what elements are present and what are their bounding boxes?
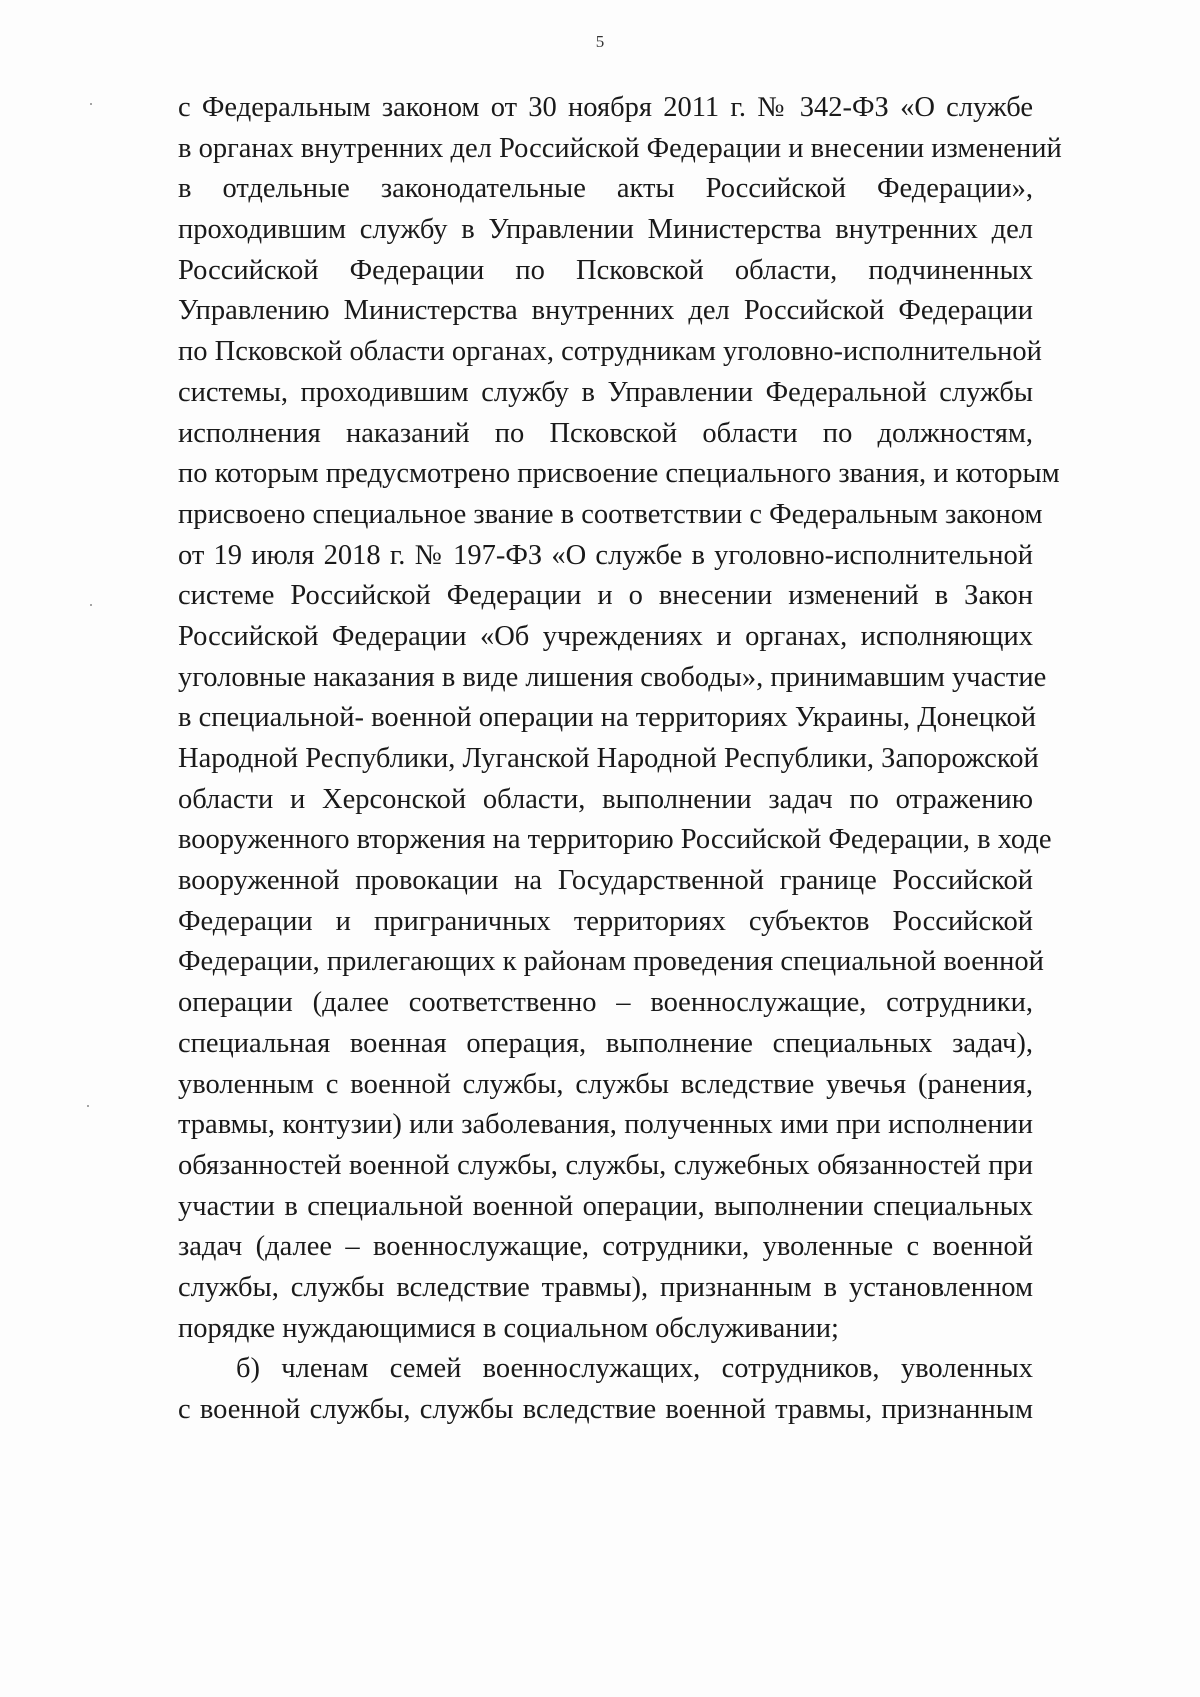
text-line: в отдельные законодательные акты Российской Федерации», xyxy=(178,173,1033,205)
text-line: Российской Федерации «Об учреждениях и органах, исполняющих xyxy=(178,620,1033,652)
text-line: системе Российской Федерации и о внесении изменений в Закон xyxy=(178,580,1033,612)
text-line: Народной Республики, Луганской Народной Республики, Запорожской xyxy=(178,743,1039,774)
text-line: исполнения наказаний по Псковской области по должностям, xyxy=(178,417,1033,449)
text-line: в специальной- военной операции на территориях Украины, Донецкой xyxy=(178,702,1036,734)
text-line: присвоено специальное звание в соответствии с Федеральным законом xyxy=(178,498,1043,530)
text-line: травмы, контузии) или заболевания, полученных ими при исполнении xyxy=(178,1109,1033,1141)
text-line: области и Херсонской области, выполнении задач по отражению xyxy=(178,783,1033,815)
scan-speck xyxy=(87,1105,89,1107)
document-body xyxy=(178,88,1062,1431)
text-line: вооруженного вторжения на территорию Российской Федерации, в ходе xyxy=(178,824,1052,856)
text-line: вооруженной провокации на Государственной границе Российской xyxy=(178,865,1033,897)
text-line: специальная военная операция, выполнение специальных задач), xyxy=(178,1027,1033,1059)
text-line: участии в специальной военной операции, выполнении специальных xyxy=(178,1190,1033,1222)
text-line: Российской Федерации по Псковской области, подчиненных xyxy=(178,254,1033,286)
text-line: по которым предусмотрено присвоение специального звания, и которым xyxy=(178,458,1060,490)
page-number: 5 xyxy=(595,32,605,51)
text-line: уголовные наказания в виде лишения свободы», принимавшим участие xyxy=(178,661,1047,693)
text-line: Федерации, прилегающих к районам проведения специальной военной xyxy=(178,946,1044,978)
text-line: службы, службы вследствие травмы), признанным в установленном xyxy=(178,1271,1033,1303)
text-line: задач (далее – военнослужащие, сотрудники, уволенные с военной xyxy=(178,1231,1033,1263)
text-line: уволенным с военной службы, службы вследствие увечья (ранения, xyxy=(178,1068,1033,1100)
text-line: с Федеральным законом от 30 ноября 2011 г. № 342-ФЗ «О службе xyxy=(178,92,1033,123)
scan-speck xyxy=(90,604,92,606)
text-line: операции (далее соответственно – военнослужащие, сотрудники, xyxy=(178,987,1033,1019)
text-line: Федерации и приграничных территориях субъектов Российской xyxy=(178,905,1033,937)
text-line: Управлению Министерства внутренних дел Российской Федерации xyxy=(178,295,1033,327)
text-line: по Псковской области органах, сотрудникам уголовно-исполнительной xyxy=(178,336,1042,368)
paragraph-continued xyxy=(178,88,1062,1349)
paragraph-b xyxy=(178,1349,1033,1430)
text-line: от 19 июля 2018 г. № 197-ФЗ «О службе в уголовно-исполнительной xyxy=(178,539,1033,571)
text-line: проходившим службу в Управлении Министерства внутренних дел xyxy=(178,214,1033,246)
text-line: с военной службы, службы вследствие военной травмы, признанным xyxy=(178,1394,1033,1425)
text-line: порядке нуждающимися в социальном обслуживании; xyxy=(178,1312,839,1344)
scan-speck xyxy=(90,103,92,105)
text-line: обязанностей военной службы, службы, служебных обязанностей при xyxy=(178,1149,1033,1181)
text-line: системы, проходившим службу в Управлении Федеральной службы xyxy=(178,376,1033,408)
text-line: б) членам семей военнослужащих, сотрудников, уволенных xyxy=(236,1353,1033,1385)
text-line: в органах внутренних дел Российской Федерации и внесении изменений xyxy=(178,132,1062,164)
